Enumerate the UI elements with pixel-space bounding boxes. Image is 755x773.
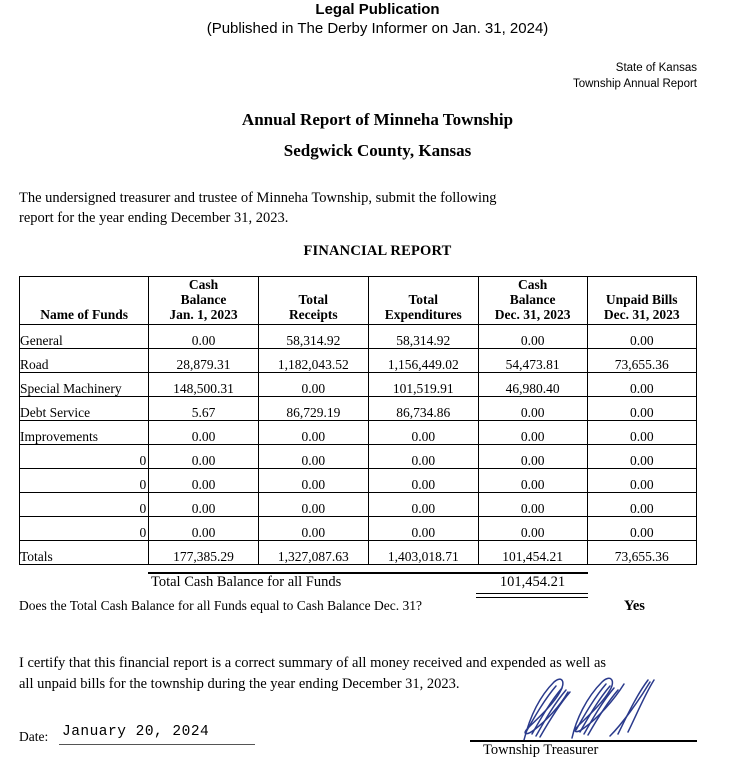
cell-unpaid-bills: 0.00 xyxy=(587,421,697,445)
certification-line-2: all unpaid bills for the township during the year ending December 31, 2023. xyxy=(19,676,460,692)
table-header-row xyxy=(20,277,697,325)
cell-cash-balance-dec: 46,980.40 xyxy=(478,373,587,397)
table-row xyxy=(20,397,697,421)
total-cash-balance-double-rule xyxy=(476,593,588,598)
cell-cash-balance-dec: 0.00 xyxy=(478,517,587,541)
report-type: Township Annual Report xyxy=(572,78,697,90)
cell-unpaid-bills: 0.00 xyxy=(587,373,697,397)
cell-cash-balance-dec: 0.00 xyxy=(478,493,587,517)
cell-total-expenditures: 58,314.92 xyxy=(368,325,478,349)
signature-block xyxy=(470,678,697,758)
cell-cash-balance-jan: 0.00 xyxy=(149,469,259,493)
legal-publication-header xyxy=(0,0,755,39)
cell-total-receipts: 0.00 xyxy=(258,373,368,397)
total-cash-balance-label: Total Cash Balance for all Funds xyxy=(151,574,342,590)
table-row xyxy=(20,349,697,373)
cell-total-receipts: 1,182,043.52 xyxy=(258,349,368,373)
intro-line-2: report for the year ending December 31, 2023. xyxy=(19,210,289,226)
cell-total-expenditures: 0.00 xyxy=(368,421,478,445)
cell-cash-balance-dec: 0.00 xyxy=(478,445,587,469)
cell-total-receipts: 0.00 xyxy=(258,421,368,445)
cell-cash-balance-dec: 0.00 xyxy=(478,397,587,421)
state-name: State of Kansas xyxy=(615,62,697,74)
cell-totals-cash-balance-dec: 101,454.21 xyxy=(478,541,587,565)
table-row xyxy=(20,517,697,541)
intro-paragraph xyxy=(19,188,619,228)
cell-fund-name: 0 xyxy=(20,493,149,517)
cell-fund-name: 0 xyxy=(20,445,149,469)
signature-caption: Township Treasurer xyxy=(483,742,599,758)
cell-cash-balance-dec: 0.00 xyxy=(478,325,587,349)
balance-check-answer: Yes xyxy=(624,598,645,614)
financial-report-heading: FINANCIAL REPORT xyxy=(303,243,452,259)
balance-check-question: Does the Total Cash Balance for all Funds equal to Cash Balance Dec. 31? xyxy=(19,598,422,613)
cell-unpaid-bills: 0.00 xyxy=(587,517,697,541)
cell-total-expenditures: 0.00 xyxy=(368,469,478,493)
column-header-unpaid-bills: Unpaid Bills Dec. 31, 2023 xyxy=(587,277,697,325)
cell-cash-balance-jan: 0.00 xyxy=(149,445,259,469)
signature-mark xyxy=(510,676,670,742)
cell-total-expenditures: 0.00 xyxy=(368,445,478,469)
cell-total-receipts: 0.00 xyxy=(258,469,368,493)
cell-unpaid-bills: 0.00 xyxy=(587,397,697,421)
cell-total-receipts: 0.00 xyxy=(258,445,368,469)
cell-fund-name: Road xyxy=(20,349,149,373)
cell-fund-name: General xyxy=(20,325,149,349)
table-row xyxy=(20,469,697,493)
cell-cash-balance-jan: 28,879.31 xyxy=(149,349,259,373)
column-header-cash-balance-jan: Cash Balance Jan. 1, 2023 xyxy=(149,277,259,325)
column-header-cash-balance-dec: Cash Balance Dec. 31, 2023 xyxy=(478,277,587,325)
cell-total-receipts: 0.00 xyxy=(258,493,368,517)
legal-publication-title: Legal Publication xyxy=(315,1,440,18)
date-underline-rule xyxy=(59,744,255,745)
cell-cash-balance-dec: 54,473.81 xyxy=(478,349,587,373)
intro-line-1: The undersigned treasurer and trustee of Minneha Township, submit the following xyxy=(19,190,497,206)
cell-totals-label: Totals xyxy=(20,541,149,565)
table-totals-row xyxy=(20,541,697,565)
cell-unpaid-bills: 0.00 xyxy=(587,493,697,517)
cell-fund-name: 0 xyxy=(20,469,149,493)
cell-cash-balance-jan: 0.00 xyxy=(149,493,259,517)
cell-unpaid-bills: 73,655.36 xyxy=(587,349,697,373)
cell-unpaid-bills: 0.00 xyxy=(587,469,697,493)
column-header-name-of-funds: Name of Funds xyxy=(20,277,149,325)
page-subtitle: Sedgwick County, Kansas xyxy=(283,141,472,160)
cell-cash-balance-jan: 0.00 xyxy=(149,421,259,445)
table-row xyxy=(20,445,697,469)
cell-total-expenditures: 0.00 xyxy=(368,517,478,541)
total-cash-balance-value: 101,454.21 xyxy=(499,574,566,590)
date-field[interactable]: January 20, 2024 xyxy=(62,724,210,740)
cell-fund-name: Special Machinery xyxy=(20,373,149,397)
page-title: Annual Report of Minneha Township xyxy=(241,110,514,129)
cell-cash-balance-jan: 0.00 xyxy=(149,325,259,349)
cell-cash-balance-jan: 5.67 xyxy=(149,397,259,421)
cell-total-expenditures: 101,519.91 xyxy=(368,373,478,397)
cell-total-expenditures: 86,734.86 xyxy=(368,397,478,421)
cell-fund-name: 0 xyxy=(20,517,149,541)
table-header xyxy=(20,277,697,325)
column-header-total-receipts: Total Receipts xyxy=(258,277,368,325)
legal-publication-subtitle: (Published in The Derby Informer on Jan. 31, 2024) xyxy=(206,20,549,37)
table-row xyxy=(20,373,697,397)
cell-cash-balance-dec: 0.00 xyxy=(478,469,587,493)
cell-cash-balance-dec: 0.00 xyxy=(478,421,587,445)
cell-unpaid-bills: 0.00 xyxy=(587,445,697,469)
cell-unpaid-bills: 0.00 xyxy=(587,325,697,349)
column-header-total-expenditures: Total Expenditures xyxy=(368,277,478,325)
cell-total-receipts: 0.00 xyxy=(258,517,368,541)
state-agency-block xyxy=(573,60,697,92)
cell-totals-total-expenditures: 1,403,018.71 xyxy=(368,541,478,565)
cell-total-receipts: 58,314.92 xyxy=(258,325,368,349)
cell-totals-cash-balance-jan: 177,385.29 xyxy=(149,541,259,565)
cell-total-expenditures: 1,156,449.02 xyxy=(368,349,478,373)
cell-fund-name: Debt Service xyxy=(20,397,149,421)
table-row xyxy=(20,493,697,517)
cell-cash-balance-jan: 148,500.31 xyxy=(149,373,259,397)
date-label: Date: xyxy=(19,729,49,744)
cell-cash-balance-jan: 0.00 xyxy=(149,517,259,541)
cell-totals-unpaid-bills: 73,655.36 xyxy=(587,541,697,565)
table-row xyxy=(20,325,697,349)
certification-line-1: I certify that this financial report is a correct summary of all money received and expended as well as xyxy=(19,655,607,671)
cell-total-receipts: 86,729.19 xyxy=(258,397,368,421)
cell-totals-total-receipts: 1,327,087.63 xyxy=(258,541,368,565)
cell-total-expenditures: 0.00 xyxy=(368,493,478,517)
table-body xyxy=(20,325,697,565)
cell-fund-name: Improvements xyxy=(20,421,149,445)
financial-report-table xyxy=(19,276,697,565)
table-row xyxy=(20,421,697,445)
